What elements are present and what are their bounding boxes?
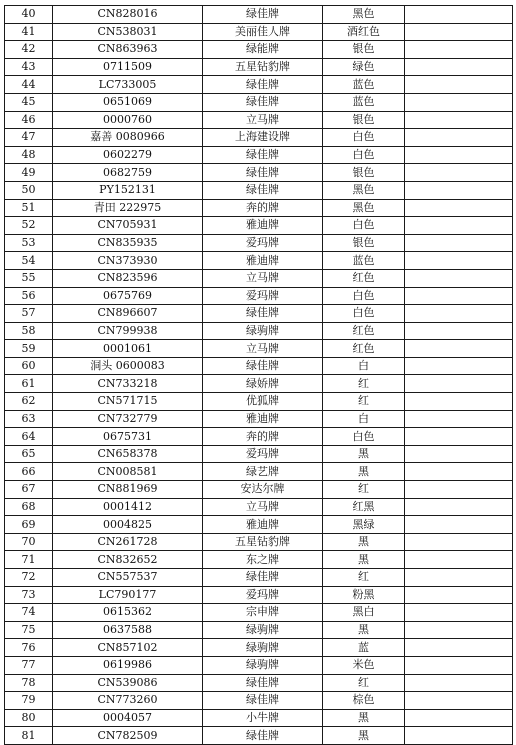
color-cell: 粉黑 — [323, 586, 405, 604]
table-row — [5, 410, 513, 428]
empty-cell — [405, 181, 513, 199]
table-row — [5, 6, 513, 24]
table-row — [5, 621, 513, 639]
table-row — [5, 287, 513, 305]
empty-cell — [405, 234, 513, 252]
row-number-cell: 48 — [5, 146, 53, 164]
vehicle-code-cell: CN828016 — [53, 6, 203, 24]
brand-cell: 绿佳牌 — [203, 146, 323, 164]
row-number-cell: 57 — [5, 305, 53, 323]
row-number-cell: 74 — [5, 604, 53, 622]
table-row — [5, 604, 513, 622]
empty-cell — [405, 287, 513, 305]
color-cell: 黑 — [323, 709, 405, 727]
vehicle-code-cell: 0675731 — [53, 428, 203, 446]
color-cell: 红色 — [323, 340, 405, 358]
row-number-cell: 51 — [5, 199, 53, 217]
table-row — [5, 727, 513, 745]
vehicle-code-cell: CN261728 — [53, 533, 203, 551]
brand-cell: 爱玛牌 — [203, 287, 323, 305]
records-table-body — [5, 6, 513, 745]
row-number-cell: 78 — [5, 674, 53, 692]
vehicle-code-cell: CN557537 — [53, 569, 203, 587]
color-cell: 米色 — [323, 656, 405, 674]
color-cell: 黑色 — [323, 6, 405, 24]
vehicle-code-cell: LC790177 — [53, 586, 203, 604]
brand-cell: 上海建设牌 — [203, 129, 323, 147]
empty-cell — [405, 692, 513, 710]
vehicle-code-cell: CN732779 — [53, 410, 203, 428]
vehicle-code-cell: LC733005 — [53, 76, 203, 94]
row-number-cell: 81 — [5, 727, 53, 745]
color-cell: 红 — [323, 375, 405, 393]
table-row — [5, 58, 513, 76]
table-row — [5, 463, 513, 481]
row-number-cell: 44 — [5, 76, 53, 94]
empty-cell — [405, 305, 513, 323]
row-number-cell: 70 — [5, 533, 53, 551]
empty-cell — [405, 709, 513, 727]
vehicle-code-cell: 0682759 — [53, 164, 203, 182]
brand-cell: 绿驹牌 — [203, 639, 323, 657]
empty-cell — [405, 357, 513, 375]
empty-cell — [405, 393, 513, 411]
brand-cell: 绿驹牌 — [203, 621, 323, 639]
color-cell: 银色 — [323, 41, 405, 59]
color-cell: 红黑 — [323, 498, 405, 516]
table-row — [5, 375, 513, 393]
color-cell: 白 — [323, 410, 405, 428]
brand-cell: 绿艺牌 — [203, 463, 323, 481]
row-number-cell: 52 — [5, 217, 53, 235]
color-cell: 白色 — [323, 217, 405, 235]
table-row — [5, 146, 513, 164]
brand-cell: 绿佳牌 — [203, 692, 323, 710]
empty-cell — [405, 533, 513, 551]
table-row — [5, 199, 513, 217]
table-row — [5, 93, 513, 111]
brand-cell: 优狐牌 — [203, 393, 323, 411]
table-row — [5, 498, 513, 516]
table-row — [5, 23, 513, 41]
vehicle-code-cell: CN733218 — [53, 375, 203, 393]
brand-cell: 绿佳牌 — [203, 93, 323, 111]
row-number-cell: 79 — [5, 692, 53, 710]
row-number-cell: 50 — [5, 181, 53, 199]
empty-cell — [405, 586, 513, 604]
empty-cell — [405, 498, 513, 516]
row-number-cell: 72 — [5, 569, 53, 587]
empty-cell — [405, 41, 513, 59]
table-row — [5, 533, 513, 551]
empty-cell — [405, 58, 513, 76]
vehicle-code-cell: 0602279 — [53, 146, 203, 164]
brand-cell: 立马牌 — [203, 340, 323, 358]
table-row — [5, 41, 513, 59]
table-row — [5, 76, 513, 94]
table-row — [5, 639, 513, 657]
color-cell: 酒红色 — [323, 23, 405, 41]
color-cell: 红色 — [323, 322, 405, 340]
vehicle-code-cell: 0651069 — [53, 93, 203, 111]
table-row — [5, 428, 513, 446]
vehicle-code-cell: CN835935 — [53, 234, 203, 252]
vehicle-code-cell: CN373930 — [53, 252, 203, 270]
brand-cell: 绿娇牌 — [203, 375, 323, 393]
vehicle-code-cell: CN782509 — [53, 727, 203, 745]
brand-cell: 绿驹牌 — [203, 656, 323, 674]
color-cell: 棕色 — [323, 692, 405, 710]
row-number-cell: 75 — [5, 621, 53, 639]
color-cell: 银色 — [323, 164, 405, 182]
color-cell: 蓝 — [323, 639, 405, 657]
row-number-cell: 64 — [5, 428, 53, 446]
table-row — [5, 569, 513, 587]
vehicle-code-cell: 0004825 — [53, 516, 203, 534]
empty-cell — [405, 481, 513, 499]
brand-cell: 绿佳牌 — [203, 674, 323, 692]
table-row — [5, 551, 513, 569]
table-row — [5, 393, 513, 411]
table-row — [5, 234, 513, 252]
vehicle-code-cell: 0000760 — [53, 111, 203, 129]
empty-cell — [405, 93, 513, 111]
empty-cell — [405, 463, 513, 481]
table-row — [5, 357, 513, 375]
color-cell: 白色 — [323, 146, 405, 164]
empty-cell — [405, 252, 513, 270]
empty-cell — [405, 164, 513, 182]
color-cell: 红 — [323, 569, 405, 587]
color-cell: 红 — [323, 674, 405, 692]
empty-cell — [405, 322, 513, 340]
vehicle-code-cell: CN896607 — [53, 305, 203, 323]
vehicle-code-cell: CN538031 — [53, 23, 203, 41]
empty-cell — [405, 129, 513, 147]
color-cell: 红 — [323, 481, 405, 499]
table-row — [5, 656, 513, 674]
color-cell: 黑 — [323, 445, 405, 463]
vehicle-code-cell: 0001061 — [53, 340, 203, 358]
brand-cell: 宗申牌 — [203, 604, 323, 622]
empty-cell — [405, 199, 513, 217]
brand-cell: 绿佳牌 — [203, 164, 323, 182]
empty-cell — [405, 569, 513, 587]
brand-cell: 爱玛牌 — [203, 234, 323, 252]
vehicle-records-table — [4, 5, 513, 745]
empty-cell — [405, 340, 513, 358]
table-row — [5, 322, 513, 340]
brand-cell: 绿佳牌 — [203, 6, 323, 24]
brand-cell: 爱玛牌 — [203, 445, 323, 463]
vehicle-code-cell: 0001412 — [53, 498, 203, 516]
row-number-cell: 58 — [5, 322, 53, 340]
brand-cell: 立马牌 — [203, 498, 323, 516]
table-row — [5, 586, 513, 604]
row-number-cell: 76 — [5, 639, 53, 657]
table-row — [5, 217, 513, 235]
row-number-cell: 54 — [5, 252, 53, 270]
empty-cell — [405, 410, 513, 428]
brand-cell: 绿驹牌 — [203, 322, 323, 340]
empty-cell — [405, 375, 513, 393]
row-number-cell: 46 — [5, 111, 53, 129]
brand-cell: 五星钻豹牌 — [203, 58, 323, 76]
brand-cell: 绿能牌 — [203, 41, 323, 59]
color-cell: 红 — [323, 393, 405, 411]
brand-cell: 绿佳牌 — [203, 76, 323, 94]
brand-cell: 五星钻豹牌 — [203, 533, 323, 551]
row-number-cell: 60 — [5, 357, 53, 375]
row-number-cell: 41 — [5, 23, 53, 41]
brand-cell: 雅迪牌 — [203, 252, 323, 270]
row-number-cell: 61 — [5, 375, 53, 393]
row-number-cell: 53 — [5, 234, 53, 252]
vehicle-code-cell: 0711509 — [53, 58, 203, 76]
table-row — [5, 252, 513, 270]
vehicle-code-cell: 0619986 — [53, 656, 203, 674]
vehicle-code-cell: 0615362 — [53, 604, 203, 622]
brand-cell: 爱玛牌 — [203, 586, 323, 604]
brand-cell: 小牛牌 — [203, 709, 323, 727]
color-cell: 黑 — [323, 621, 405, 639]
vehicle-code-cell: PY152131 — [53, 181, 203, 199]
color-cell: 黑绿 — [323, 516, 405, 534]
vehicle-code-cell: CN832652 — [53, 551, 203, 569]
vehicle-code-cell: CN571715 — [53, 393, 203, 411]
row-number-cell: 40 — [5, 6, 53, 24]
row-number-cell: 47 — [5, 129, 53, 147]
color-cell: 蓝色 — [323, 252, 405, 270]
empty-cell — [405, 111, 513, 129]
table-row — [5, 692, 513, 710]
row-number-cell: 45 — [5, 93, 53, 111]
empty-cell — [405, 269, 513, 287]
table-row — [5, 129, 513, 147]
brand-cell: 安达尔牌 — [203, 481, 323, 499]
vehicle-code-cell: 0675769 — [53, 287, 203, 305]
vehicle-code-cell: CN539086 — [53, 674, 203, 692]
row-number-cell: 63 — [5, 410, 53, 428]
row-number-cell: 67 — [5, 481, 53, 499]
vehicle-code-cell: CN658378 — [53, 445, 203, 463]
empty-cell — [405, 445, 513, 463]
empty-cell — [405, 6, 513, 24]
table-row — [5, 481, 513, 499]
table-row — [5, 674, 513, 692]
row-number-cell: 69 — [5, 516, 53, 534]
brand-cell: 绿佳牌 — [203, 181, 323, 199]
row-number-cell: 65 — [5, 445, 53, 463]
brand-cell: 东之牌 — [203, 551, 323, 569]
color-cell: 银色 — [323, 234, 405, 252]
color-cell: 黑 — [323, 533, 405, 551]
color-cell: 黑 — [323, 551, 405, 569]
row-number-cell: 80 — [5, 709, 53, 727]
color-cell: 蓝色 — [323, 76, 405, 94]
vehicle-code-cell: CN823596 — [53, 269, 203, 287]
table-row — [5, 111, 513, 129]
table-row — [5, 269, 513, 287]
brand-cell: 绿佳牌 — [203, 569, 323, 587]
empty-cell — [405, 516, 513, 534]
empty-cell — [405, 428, 513, 446]
empty-cell — [405, 217, 513, 235]
empty-cell — [405, 656, 513, 674]
vehicle-code-cell: CN773260 — [53, 692, 203, 710]
vehicle-code-cell: CN799938 — [53, 322, 203, 340]
color-cell: 黑色 — [323, 199, 405, 217]
row-number-cell: 49 — [5, 164, 53, 182]
table-row — [5, 164, 513, 182]
table-row — [5, 305, 513, 323]
brand-cell: 绿佳牌 — [203, 727, 323, 745]
color-cell: 黑 — [323, 727, 405, 745]
color-cell: 白色 — [323, 428, 405, 446]
brand-cell: 立马牌 — [203, 269, 323, 287]
row-number-cell: 56 — [5, 287, 53, 305]
color-cell: 银色 — [323, 111, 405, 129]
row-number-cell: 55 — [5, 269, 53, 287]
color-cell: 黑 — [323, 463, 405, 481]
brand-cell: 奔的牌 — [203, 428, 323, 446]
brand-cell: 雅迪牌 — [203, 516, 323, 534]
row-number-cell: 77 — [5, 656, 53, 674]
empty-cell — [405, 551, 513, 569]
brand-cell: 雅迪牌 — [203, 410, 323, 428]
color-cell: 白 — [323, 357, 405, 375]
vehicle-code-cell: 嘉善 0080966 — [53, 129, 203, 147]
table-row — [5, 340, 513, 358]
color-cell: 绿色 — [323, 58, 405, 76]
brand-cell: 绿佳牌 — [203, 305, 323, 323]
empty-cell — [405, 621, 513, 639]
row-number-cell: 59 — [5, 340, 53, 358]
empty-cell — [405, 76, 513, 94]
row-number-cell: 73 — [5, 586, 53, 604]
brand-cell: 奔的牌 — [203, 199, 323, 217]
vehicle-code-cell: CN705931 — [53, 217, 203, 235]
row-number-cell: 68 — [5, 498, 53, 516]
table-row — [5, 516, 513, 534]
color-cell: 蓝色 — [323, 93, 405, 111]
vehicle-code-cell: CN863963 — [53, 41, 203, 59]
brand-cell: 雅迪牌 — [203, 217, 323, 235]
table-row — [5, 709, 513, 727]
empty-cell — [405, 727, 513, 745]
row-number-cell: 43 — [5, 58, 53, 76]
color-cell: 红色 — [323, 269, 405, 287]
row-number-cell: 42 — [5, 41, 53, 59]
table-row — [5, 181, 513, 199]
empty-cell — [405, 604, 513, 622]
table-row — [5, 445, 513, 463]
vehicle-code-cell: 0637588 — [53, 621, 203, 639]
brand-cell: 立马牌 — [203, 111, 323, 129]
row-number-cell: 71 — [5, 551, 53, 569]
color-cell: 黑色 — [323, 181, 405, 199]
row-number-cell: 62 — [5, 393, 53, 411]
row-number-cell: 66 — [5, 463, 53, 481]
color-cell: 白色 — [323, 287, 405, 305]
empty-cell — [405, 146, 513, 164]
color-cell: 白色 — [323, 305, 405, 323]
vehicle-code-cell: CN881969 — [53, 481, 203, 499]
empty-cell — [405, 639, 513, 657]
color-cell: 白色 — [323, 129, 405, 147]
vehicle-code-cell: CN008581 — [53, 463, 203, 481]
vehicle-code-cell: CN857102 — [53, 639, 203, 657]
empty-cell — [405, 674, 513, 692]
vehicle-code-cell: 洞头 0600083 — [53, 357, 203, 375]
empty-cell — [405, 23, 513, 41]
color-cell: 黑白 — [323, 604, 405, 622]
brand-cell: 美丽佳人牌 — [203, 23, 323, 41]
vehicle-code-cell: 0004057 — [53, 709, 203, 727]
brand-cell: 绿佳牌 — [203, 357, 323, 375]
vehicle-code-cell: 青田 222975 — [53, 199, 203, 217]
